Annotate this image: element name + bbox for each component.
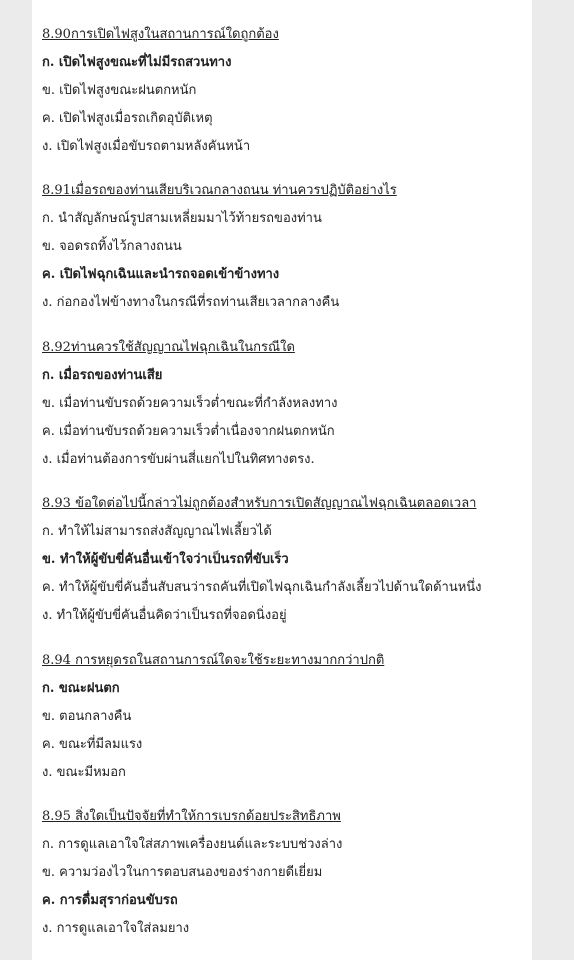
option-a-answer: ก. เปิดไฟสูงขณะที่ไม่มีรถสวนทาง <box>42 55 232 70</box>
document-page <box>32 0 532 960</box>
option-b-answer: ข. ทำให้ผู้ขับขี่คันอื่นเข้าใจว่าเป็นรถที่ขับเร็ว <box>42 552 289 567</box>
option-a: ก. ทำให้ไม่สามารถส่งสัญญาณไฟเลี้ยวได้ <box>42 524 272 539</box>
option-b: ข. เปิดไฟสูงขณะฝนตกหนัก <box>42 83 197 98</box>
question-title: 8.90การเปิดไฟสูงในสถานการณ์ใดถูกต้อง <box>42 27 279 42</box>
option-c-answer: ค. การดื่มสุราก่อนขับรถ <box>42 893 178 908</box>
option-c: ค. เมื่อท่านขับรถด้วยความเร็วต่ำเนื่องจากฝนตกหนัก <box>42 424 335 439</box>
question-title: 8.94 การหยุดรถในสถานการณ์ใดจะใช้ระยะทางมากกว่าปกติ <box>42 653 385 668</box>
question-title: 8.93 ข้อใดต่อไปนี้กล่าวไม่ถูกต้องสำหรับการเปิดสัญญาณไฟฉุกเฉินตลอดเวลา <box>42 496 477 511</box>
question-title: 8.95 สิ่งใดเป็นปัจจัยที่ทำให้การเบรกด้อยประสิทธิภาพ <box>42 809 341 824</box>
option-a-answer: ก. เมื่อรถของท่านเสีย <box>42 368 163 383</box>
option-b: ข. เมื่อท่านขับรถด้วยความเร็วต่ำขณะที่กำลังหลงทาง <box>42 396 338 411</box>
option-b: ข. ความว่องไวในการตอบสนองของร่างกายดีเยี่ยม <box>42 865 323 880</box>
question-title: 8.91เมื่อรถของท่านเสียบริเวณกลางถนน ท่านควรปฏิบัติอย่างไร <box>42 183 397 198</box>
option-a: ก. การดูแลเอาใจใส่สภาพเครื่องยนต์และระบบช่วงล่าง <box>42 837 343 852</box>
option-d: ง. ขณะมีหมอก <box>42 765 126 780</box>
option-d: ง. เมื่อท่านต้องการขับผ่านสี่แยกไปในทิศทางตรง. <box>42 452 315 467</box>
option-c: ค. เปิดไฟสูงเมื่อรถเกิดอุบัติเหตุ <box>42 111 213 126</box>
option-c: ค. ทำให้ผู้ขับขี่คันอื่นสับสนว่ารถคันที่เปิดไฟฉุกเฉินกำลังเลี้ยวไปด้านใดด้านหนึ่ง <box>42 580 482 595</box>
option-c: ค. ขณะที่มีลมแรง <box>42 737 143 752</box>
option-b: ข. ตอนกลางคืน <box>42 709 132 724</box>
question-title: 8.92ท่านควรใช้สัญญาณไฟฉุกเฉินในกรณีใด <box>42 340 295 355</box>
option-d: ง. ก่อกองไฟข้างทางในกรณีที่รถท่านเสียเวลากลางคืน <box>42 295 340 310</box>
option-a-answer: ก. ขณะฝนตก <box>42 681 120 696</box>
option-a: ก. นำสัญลักษณ์รูปสามเหลี่ยมมาไว้ท้ายรถของท่าน <box>42 211 322 226</box>
option-d: ง. ทำให้ผู้ขับขี่คันอื่นคิดว่าเป็นรถที่จอดนิ่งอยู่ <box>42 608 287 623</box>
option-d: ง. การดูแลเอาใจใส่ลมยาง <box>42 921 190 936</box>
option-c-answer: ค. เปิดไฟฉุกเฉินและนำรถจอดเข้าข้างทาง <box>42 267 280 282</box>
option-d: ง. เปิดไฟสูงเมื่อขับรถตามหลังคันหน้า <box>42 139 251 154</box>
option-b: ข. จอดรถทิ้งไว้กลางถนน <box>42 239 182 254</box>
